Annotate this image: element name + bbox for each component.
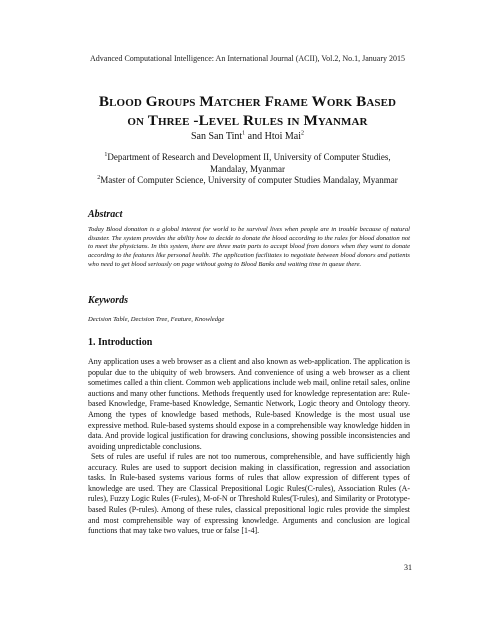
affiliation-1 [95, 152, 400, 175]
author-line [0, 131, 495, 142]
affiliations [95, 152, 400, 187]
abstract-heading: Abstract [88, 209, 123, 220]
title-line-2: on Three -Level Rules in Myanmar [127, 112, 368, 129]
affiliation-superscript: 2 [97, 175, 101, 181]
affiliation-2 [95, 175, 400, 187]
keywords-heading: Keywords [88, 295, 128, 306]
section-heading: 1. Introduction [88, 337, 153, 348]
journal-header: Advanced Computational Intelligence: An International Journal (ACII), Vol.2, No.1, January 2015 [90, 54, 405, 63]
author-superscript: 1 [242, 130, 246, 137]
author-name: San San Tint [191, 131, 243, 142]
affiliation-superscript: 1 [104, 152, 108, 158]
body-paragraph: Sets of rules are useful if rules are not too numerous, comprehensible, and have sufficiently high accuracy. Rules are used to support decision making in classification, regression and association tasks. In Rule-based systems various forms of rules that allow expression of different types of knowledge are used. They are Classical Prepositional Logic Rules(C-rules), Association Rules (A-rules), Fuzzy Logic Rules (F-rules), M-of-N or Threshold Rules(T-rules), and Similarity or Prototype-based Rules (P-rules). Among of these rules, classical prepositional logic rules provide the simplest and most comprehensible way of expressing knowledge. Arguments and conclusion are logical functions that may take two values, true or false [1-4]. [88, 452, 410, 536]
affiliation-text: Department of Research and Development II, University of Computer Studies, Mandalay, Myanmar [107, 152, 391, 174]
author-conjunction: and [245, 131, 265, 142]
title-line-1: Blood Groups Matcher Frame Work Based [98, 93, 397, 110]
affiliation-text: Master of Computer Science, University of computer Studies Mandalay, Myanmar [100, 175, 398, 185]
paper-title [0, 92, 495, 130]
abstract-text: Today Blood donation is a global interest for world to be survival lives when people are in trouble because of natural disaster. The system provides the ability how to decide to donate the blood according to the rules for blood donation not to meet the physicians. In this system, there are three main parts to accept blood from donors when they want to donate according to the features like personal health. The application facilitates to negotiate between blood donors and patients who need to get blood seriously on page without going to Blood Banks and waiting time in queue there. [88, 226, 410, 268]
author-name: Htoi Mai [264, 131, 301, 142]
body-paragraph: Any application uses a web browser as a client and also known as web-application. The application is popular due to the ubiquity of web browsers. And convenience of using a web browser as a client sometimes called a thin client. Common web applications include web mail, online retail sales, online auctions and many other functions. Methods frequently used for knowledge representation are: Rule-based Knowledge, Frame-based Knowledge, Semantic Network, Logic theory and Ontology theory. Among the types of knowledge based methods, Rule-based Knowledge is the most usual use expressive method. Rule-based systems should expose in a comprehensible way knowledge hidden in data. And provide logical justification for drawing conclusions, showing possible inconsistencies and avoiding unpredictable conclusions. [88, 357, 410, 451]
page-number: 31 [404, 563, 412, 572]
keywords-text: Decision Table, Decision Tree, Feature, Knowledge [88, 316, 225, 323]
author-superscript: 2 [300, 130, 304, 137]
